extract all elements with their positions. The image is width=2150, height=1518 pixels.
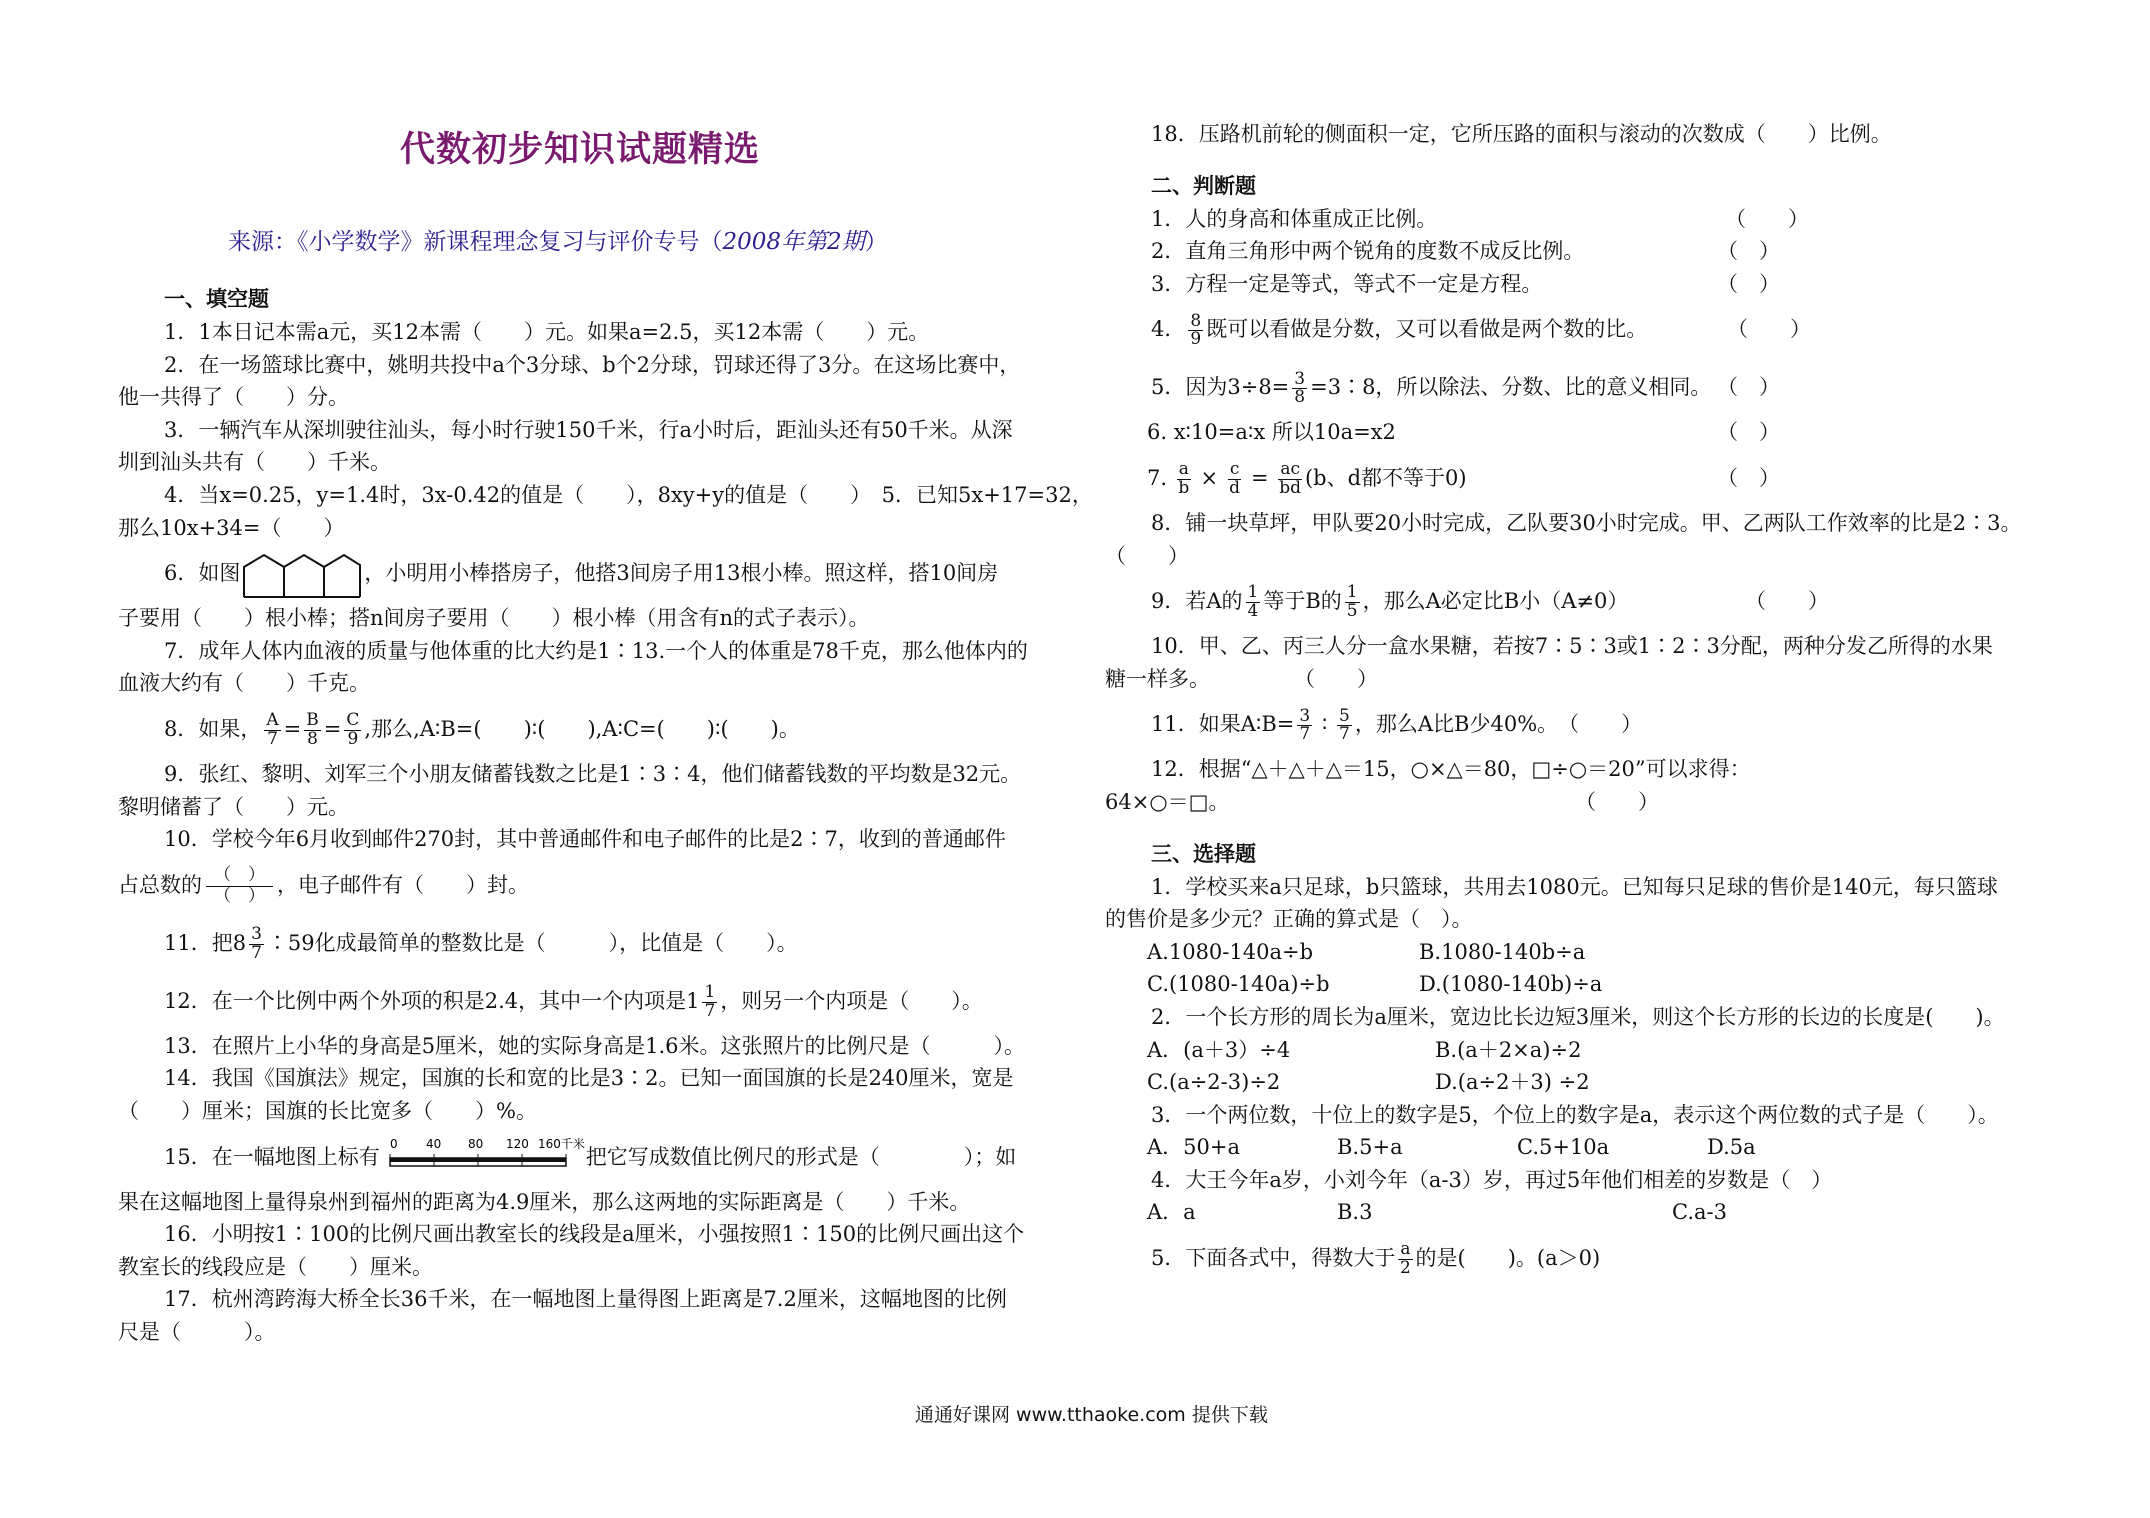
choice-1-options-row1: [1105, 936, 2050, 969]
fraction-3-over-8: $\frac{3}{8}$: [1294, 368, 1306, 408]
choice-1-line2: 的售价是多少元？正确的算式是（ ）。: [1105, 907, 1473, 932]
question-3-line1: 3．一辆汽车从深圳驶往汕头，每小时行驶150千米，行a小时后，距汕头还有50千米。从深: [164, 417, 1013, 442]
choice-5-text-pre: 5．下面各式中，得数大于: [1151, 1246, 1396, 1271]
judge-8-line1: 8．铺一块草坪，甲队要20小时完成，乙队要30小时完成。甲、乙两队工作效率的比是2∶3。: [1151, 510, 2022, 535]
option-c: C.5+10a: [1517, 1135, 1610, 1160]
question-9-line1: 9．张红、黎明、刘军三个小朋友储蓄钱数之比是1∶3∶4，他们储蓄钱数的平均数是32元。: [164, 761, 1022, 786]
question-3-line2: 圳到汕头共有（ ）千米。: [118, 450, 391, 475]
q12-text-post: ，则另一个内项是（ ）。: [720, 988, 983, 1013]
ruler-label-160: 160千米: [537, 1137, 585, 1151]
option-c: C.a-3: [1672, 1200, 1727, 1225]
judge-9-paren: （ ）: [1745, 589, 1829, 614]
q8-text-post: ,那么,A∶B=( )∶( ),A∶C=( )∶( )。: [364, 716, 800, 741]
judge-9-text-pre: 9．若A的: [1151, 589, 1243, 614]
option-c: C.(a÷2-3)÷2: [1147, 1070, 1281, 1095]
judge-12-line2: [1105, 786, 2050, 819]
judge-1: [1105, 203, 2050, 236]
q10-text-post: ，电子邮件有（ ）封。: [277, 872, 529, 897]
question-6-line2: 子要用（ ）根小棒；搭n间房子要用（ ）根小棒（用含有n的式子表示）。: [118, 606, 870, 631]
q8-text-pre: 8．如果，: [164, 716, 262, 741]
judge-7-text-post: (b、d都不等于0): [1304, 465, 1467, 490]
ruler-label-0: 0: [389, 1137, 398, 1151]
fraction-a-over-b: $\frac{a}{b}$: [1178, 459, 1190, 498]
option-a: A．a: [1147, 1200, 1196, 1225]
judge-3-text: 3．方程一定是等式，等式不一定是方程。: [1151, 271, 1543, 296]
right-column: [1105, 118, 2050, 1287]
judge-3: [1105, 268, 2050, 301]
judge-9-text-mid: 等于B的: [1263, 589, 1342, 614]
ruler-label-80: 80: [467, 1137, 484, 1151]
left-column: [118, 282, 1093, 1348]
blank-fraction: $\frac{( )}{( )}$: [206, 866, 273, 906]
footer-credit: 通通好课网 www.tthaoke.com 提供下载: [915, 1404, 1268, 1426]
judge-1-text: 1．人的身高和体重成正比例。: [1151, 206, 1438, 231]
q15-text-pre: 15．在一幅地图上标有: [164, 1144, 380, 1169]
source-prefix: 来源：《小学数学》新课程理念复习与评价专号（: [228, 229, 723, 255]
choice-2: 2．一个长方形的周长为a厘米，宽边比长边短3厘米，则这个长方形的长边的长度是( )。: [1151, 1004, 2005, 1029]
fraction-5-over-7: $\frac{5}{7}$: [1339, 705, 1350, 745]
fraction-c-over-9: $\frac{C}{9}$: [346, 710, 360, 749]
choice-3-options: [1105, 1131, 2050, 1164]
judge-12-text: 64×○＝□。: [1105, 789, 1230, 814]
option-b: B.1080-140b÷a: [1419, 939, 1586, 964]
question-7-line1: 7．成年人体内血液的质量与他体重的比大约是1∶13.一个人的体重是78千克，那么他体内的: [164, 638, 1028, 663]
source-line: [228, 223, 888, 256]
question-8: 8．如果， $\frac{A}{7}$ = $\frac{B}{8}$ = $\frac{C}{9}$ ,那么,A∶B=( )∶( ),A∶C=( )∶( )。: [164, 710, 800, 749]
judge-10-line2: 糖一样多。 （ ）: [1105, 666, 1378, 691]
q15-text-post: 把它写成数值比例尺的形式是（ ）；如: [585, 1144, 1017, 1169]
fraction-a-over-2: $\frac{a}{2}$: [1400, 1239, 1411, 1279]
ruler-label-40: 40: [425, 1137, 442, 1151]
judge-7: 7. $\frac{a}{b}$ × $\frac{c}{d}$ = $\frac{ac}{bd}$ (b、d都不等于0) （ ）: [1105, 449, 2050, 507]
judge-3-paren: （ ）: [1717, 271, 1780, 296]
option-b: B.3: [1337, 1200, 1373, 1225]
choice-4-options: [1105, 1196, 2050, 1229]
question-13: 13．在照片上小华的身高是5厘米，她的实际身高是1.6米。这张照片的比例尺是（ ）。: [164, 1033, 1025, 1058]
choice-2-options-row1: [1105, 1034, 2050, 1067]
q12-text-pre: 12．在一个比例中两个外项的积是2.4，其中一个内项是1: [164, 988, 700, 1013]
judge-2-text: 2．直角三角形中两个锐角的度数不成反比例。: [1151, 239, 1585, 264]
judge-11: 11．如果A∶B= $\frac{3}{7}$ ∶ $\frac{5}{7}$ ，那么A比B少40%。 （ ）: [1151, 705, 1643, 745]
option-d: D.(1080-140b)÷a: [1419, 972, 1603, 997]
question-12: [118, 972, 1063, 1030]
judge-5-paren: （ ）: [1717, 375, 1780, 400]
choice-5-text-post: 的是( )。(a＞0): [1415, 1246, 1601, 1271]
source-issue: 2008年第2期: [722, 229, 865, 255]
option-b: B.5+a: [1337, 1135, 1403, 1160]
question-11: [118, 914, 1063, 972]
question-4-line1: 4．当x=0.25，y=1.4时，3x-0.42的值是（ ），8xy+y的值是（ ） 5．已知5x+17=32，: [164, 482, 1093, 507]
judge-9-text-post: ，那么A必定比B小（A≠0）: [1362, 589, 1629, 614]
fraction-1-over-4: $\frac{1}{4}$: [1247, 582, 1259, 622]
choice-1-line1: 1．学校买来a只足球，b只篮球，共用去1080元。已知每只足球的售价是140元，每只篮球: [1151, 874, 1998, 899]
question-18: 18．压路机前轮的侧面积一定，它所压路的面积与滚动的次数成（ ）比例。: [1151, 122, 1892, 146]
question-10-line2: [118, 856, 1063, 914]
question-1: 1．1本日记本需a元，买12本需（ ）元。如果a=2.5，买12本需（ ）元。: [164, 320, 930, 344]
judge-5-text-pre: 5．因为3÷8=: [1151, 375, 1290, 400]
question-4-line2: 那么10x+34=（ ）: [118, 515, 345, 540]
fraction-1-over-5: $\frac{1}{5}$: [1346, 582, 1358, 622]
judge-7-text-pre: 7.: [1147, 465, 1168, 490]
option-a: A.1080-140a÷b: [1147, 939, 1314, 964]
question-15-line1: [118, 1128, 1063, 1186]
page-title: 代数初步知识试题精选: [400, 130, 761, 170]
judge-5: [1105, 358, 2050, 416]
section-true-false: 二、判断题: [1151, 173, 1256, 198]
fraction-a-over-7: $\frac{A}{7}$: [266, 710, 279, 749]
question-10-line1: 10．学校今年6月收到邮件270封，其中普通邮件和电子邮件的比是2∶7，收到的普通邮件: [164, 827, 1006, 852]
choice-5: [1105, 1229, 2050, 1287]
section-fill-blank: 一、填空题: [164, 287, 269, 311]
judge-2: [1105, 235, 2050, 268]
question-15-line2: 果在这幅地图上量得泉州到福州的距离为4.9厘米，那么这两地的实际距离是（ ）千米。: [118, 1189, 971, 1214]
question-14-line2: （ ）厘米；国旗的长比宽多（ ）%。: [118, 1098, 537, 1123]
ruler-label-120: 120: [505, 1137, 529, 1151]
question-7-line2: 血液大约有（ ）千克。: [118, 671, 370, 696]
judge-4-text: 既可以看做是分数，又可以看做是两个数的比。: [1206, 317, 1648, 342]
judge-2-paren: （ ）: [1717, 239, 1780, 264]
judge-6: [1105, 416, 2050, 449]
judge-4-paren: （ ）: [1727, 317, 1811, 342]
judge-10-line1: 10．甲、乙、丙三人分一盒水果糖，若按7∶5∶3或1∶2∶3分配，两种分发乙所得的水果: [1151, 634, 1993, 659]
option-a: A．(a＋3）÷4: [1147, 1037, 1291, 1062]
fraction-3-over-7: $\frac{3}{7}$: [251, 923, 262, 963]
fraction-ac-over-bd: $\frac{ac}{bd}$: [1279, 459, 1302, 498]
choice-2-options-row2: [1105, 1066, 2050, 1099]
question-17-line1: 17．杭州湾跨海大桥全长36千米，在一幅地图上量得图上距离是7.2厘米，这幅地图的比例: [164, 1287, 1007, 1312]
judge-6-paren: （ ）: [1717, 420, 1780, 445]
judge-6-text: 6. x∶10=a∶x 所以10a=x2: [1147, 420, 1396, 445]
fraction-3-over-7-b: $\frac{3}{7}$: [1299, 705, 1311, 745]
judge-11-text-post: ，那么A比B少40%。 （ ）: [1354, 712, 1643, 737]
judge-1-paren: （ ）: [1725, 206, 1809, 231]
option-a: A．50+a: [1147, 1135, 1241, 1160]
stick-houses-figure: [242, 551, 362, 599]
judge-8-line2: （ ）: [1105, 543, 1189, 568]
choice-4: 4．大王今年a岁，小刘今年（a-3）岁，再过5年他们相差的岁数是（ ）: [1151, 1167, 1833, 1192]
judge-11-text-pre: 11．如果A∶B=: [1151, 712, 1295, 737]
fraction-1-over-7: $\frac{1}{7}$: [704, 981, 716, 1021]
judge-9: [1105, 572, 2050, 630]
option-d: D.(a÷2＋3) ÷2: [1435, 1070, 1590, 1095]
judge-12-line1: 12．根据“△＋△＋△＝15，○×△＝80，□÷○＝20”可以求得：: [1151, 757, 1751, 782]
option-d: D.5a: [1707, 1135, 1756, 1160]
fraction-c-over-d: $\frac{c}{d}$: [1229, 459, 1241, 498]
q10-text-pre: 占总数的: [118, 872, 202, 897]
judge-4: 4． $\frac{8}{9}$ 既可以看做是分数，又可以看做是两个数的比。 （ ）: [1105, 300, 2050, 358]
question-9-line2: 黎明储蓄了（ ）元。: [118, 794, 349, 819]
option-b: B.(a＋2×a)÷2: [1435, 1037, 1582, 1062]
option-c: C.(1080-140a)÷b: [1147, 972, 1330, 997]
question-16-line2: 教室长的线段应是（ ）厘米。: [118, 1254, 433, 1279]
question-6-line1: [118, 544, 1063, 602]
fraction-8-over-9: $\frac{8}{9}$: [1190, 310, 1202, 350]
question-14-line1: 14．我国《国旗法》规定，国旗的长和宽的比是3∶2。已知一面国旗的长是240厘米，宽是: [164, 1066, 1014, 1091]
question-16-line1: 16．小明按1∶100的比例尺画出教室长的线段是a厘米，小强按照1∶150的比例尺画出这个: [164, 1222, 1025, 1247]
q11-text-post: ∶59化成最简单的整数比是（ ），比值是（ ）。: [266, 930, 798, 955]
judge-7-paren: （ ）: [1717, 465, 1780, 490]
question-17-line2: 尺是（ ）。: [118, 1319, 276, 1344]
q11-text-pre: 11．把8: [164, 930, 247, 955]
map-scale-ruler: [388, 1134, 585, 1182]
q6-text-pre: 6．如图: [164, 561, 241, 586]
choice-1-options-row2: [1105, 968, 2050, 1001]
question-2-line1: 2．在一场篮球比赛中，姚明共投中a个3分球、b个2分球，罚球还得了3分。在这场比赛中，: [164, 352, 1021, 377]
section-multiple-choice: 三、选择题: [1151, 841, 1256, 866]
q6-text-post: ，小明用小棒搭房子，他搭3间房子用13根小棒。照这样，搭10间房: [364, 561, 999, 586]
fraction-b-over-8: $\frac{B}{8}$: [306, 710, 319, 749]
source-suffix: ）: [864, 229, 888, 255]
choice-3: 3．一个两位数，十位上的数字是5，个位上的数字是a，表示这个两位数的式子是（ ）。: [1151, 1102, 1999, 1127]
judge-12-paren: （ ）: [1575, 789, 1659, 814]
judge-5-text-post: =3∶8，所以除法、分数、比的意义相同。: [1310, 375, 1712, 400]
question-2-line2: 他一共得了（ ）分。: [118, 385, 349, 410]
